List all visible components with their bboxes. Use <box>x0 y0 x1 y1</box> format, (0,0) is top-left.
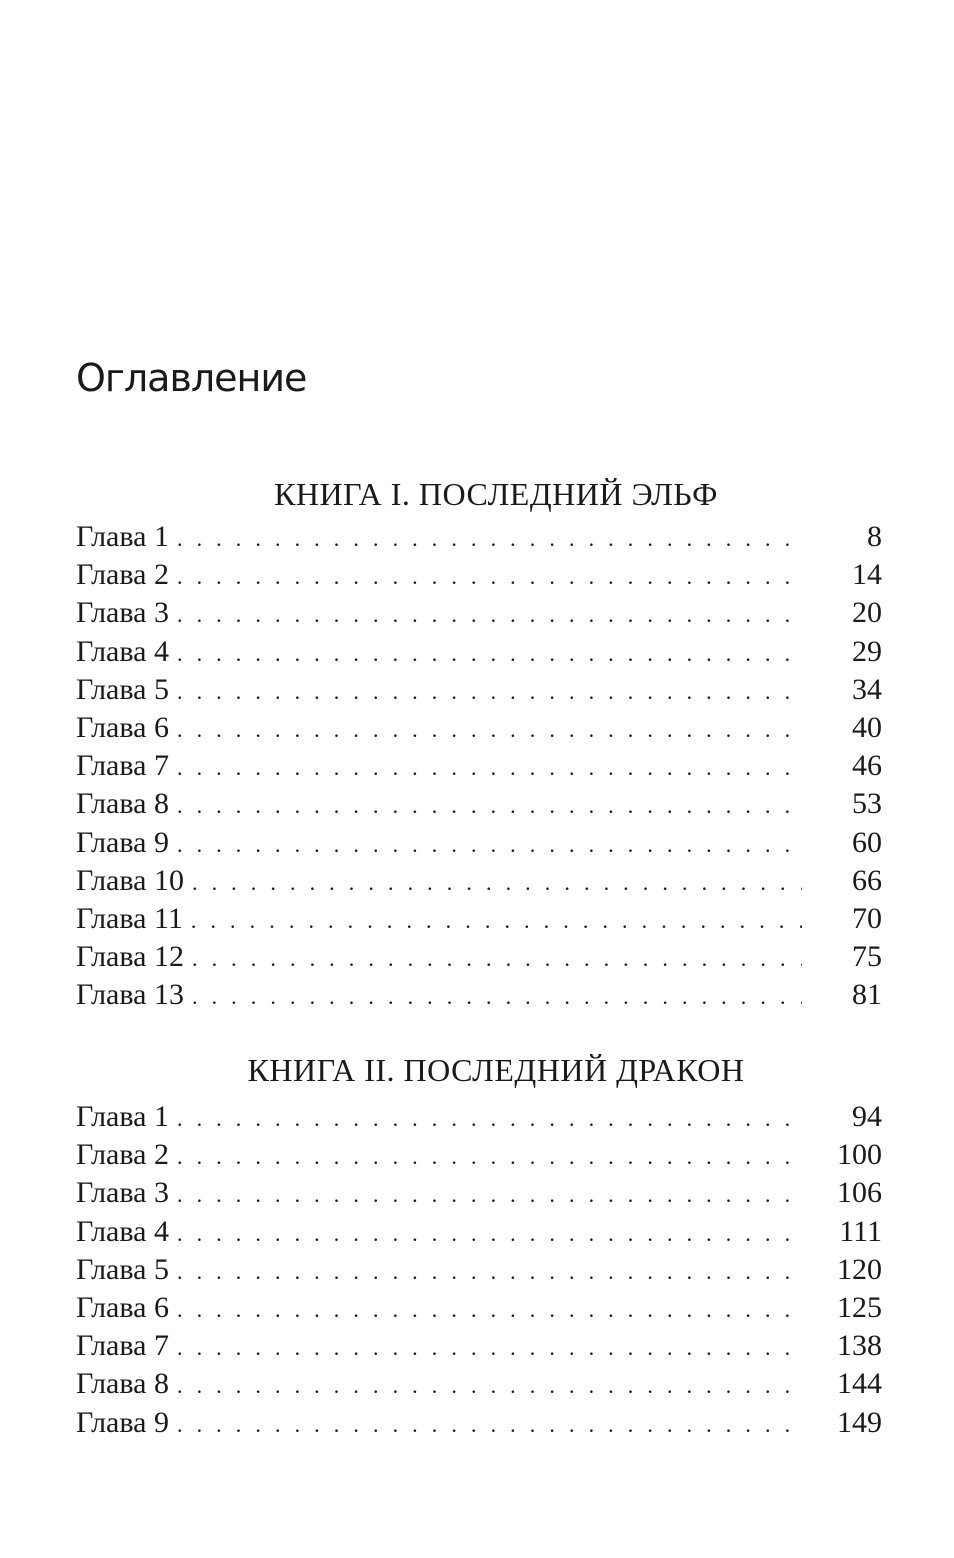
dot-leader <box>177 1176 802 1214</box>
page-number: 81 <box>852 978 882 1012</box>
page-number: 70 <box>852 901 882 935</box>
dot-leader <box>192 940 802 978</box>
dot-leader <box>177 1367 802 1405</box>
page-number: 138 <box>837 1329 882 1363</box>
book-1-chapter-list <box>76 518 882 1014</box>
chapter-label: Глава 5 <box>76 1252 169 1286</box>
dot-leader <box>177 749 802 787</box>
page-title: Оглавление <box>76 356 307 400</box>
page-number: 34 <box>852 672 882 706</box>
toc-entry <box>76 785 882 823</box>
page-number: 20 <box>852 596 882 630</box>
dot-leader <box>192 978 802 1016</box>
dot-leader <box>192 864 802 902</box>
book-1-heading: КНИГА I. ПОСЛЕДНИЙ ЭЛЬФ <box>274 476 718 512</box>
toc-entry <box>76 594 882 632</box>
toc-entry <box>76 1213 882 1251</box>
page-number: 100 <box>837 1138 882 1172</box>
toc-entry <box>76 1404 882 1442</box>
page-number: 149 <box>837 1405 882 1439</box>
dot-leader <box>177 1406 802 1444</box>
page-number: 111 <box>839 1214 882 1248</box>
page-number: 46 <box>852 749 882 783</box>
toc-entry <box>76 1289 882 1327</box>
dot-leader <box>177 635 802 673</box>
toc-entry <box>76 1365 882 1403</box>
chapter-label: Глава 10 <box>76 863 184 897</box>
page-number: 75 <box>852 940 882 974</box>
dot-leader <box>177 1253 802 1291</box>
chapter-label: Глава 1 <box>76 520 169 553</box>
chapter-label: Глава 9 <box>76 825 169 859</box>
dot-leader <box>177 787 802 825</box>
chapter-label: Глава 2 <box>76 1138 169 1172</box>
chapter-label: Глава 4 <box>76 634 169 668</box>
dot-leader <box>191 902 802 940</box>
chapter-label: Глава 2 <box>76 558 169 592</box>
page-number: 66 <box>852 863 882 897</box>
chapter-label: Глава 9 <box>76 1405 169 1439</box>
toc-entry <box>76 633 882 671</box>
toc-entry <box>76 824 882 862</box>
chapter-label: Глава 11 <box>76 901 183 935</box>
page-number: 29 <box>852 634 882 668</box>
dot-leader <box>177 711 802 749</box>
dot-leader <box>177 826 802 864</box>
page-number: 14 <box>852 558 882 592</box>
dot-leader <box>177 1138 802 1176</box>
toc-entry <box>76 862 882 900</box>
toc-entry <box>76 556 882 594</box>
toc-entry <box>76 938 882 976</box>
toc-entry <box>76 1098 882 1136</box>
page-number: 144 <box>837 1367 882 1401</box>
dot-leader <box>177 1215 802 1253</box>
toc-entry <box>76 709 882 747</box>
dot-leader <box>177 596 802 634</box>
page-number: 120 <box>837 1252 882 1286</box>
toc-entry <box>76 1136 882 1174</box>
chapter-label: Глава 3 <box>76 596 169 630</box>
chapter-label: Глава 4 <box>76 1214 169 1248</box>
book-2-chapter-list <box>76 1098 882 1442</box>
toc-entry <box>76 518 882 556</box>
toc-entry <box>76 747 882 785</box>
toc-entry <box>76 1251 882 1289</box>
page-number: 40 <box>852 710 882 744</box>
dot-leader <box>177 1291 802 1329</box>
toc-entry <box>76 976 882 1014</box>
page-number: 94 <box>852 1100 882 1133</box>
toc-entry <box>76 1174 882 1212</box>
chapter-label: Глава 8 <box>76 787 169 821</box>
dot-leader <box>177 520 802 558</box>
dot-leader <box>177 558 802 596</box>
page-number: 8 <box>867 520 882 553</box>
page-number: 60 <box>852 825 882 859</box>
chapter-label: Глава 13 <box>76 978 184 1012</box>
chapter-label: Глава 3 <box>76 1176 169 1210</box>
dot-leader <box>177 673 802 711</box>
dot-leader <box>177 1329 802 1367</box>
toc-entry <box>76 671 882 709</box>
chapter-label: Глава 12 <box>76 940 184 974</box>
page-number: 125 <box>837 1290 882 1324</box>
page-number: 53 <box>852 787 882 821</box>
chapter-label: Глава 7 <box>76 1329 169 1363</box>
toc-entry <box>76 900 882 938</box>
page-number: 106 <box>837 1176 882 1210</box>
dot-leader <box>177 1100 802 1138</box>
chapter-label: Глава 1 <box>76 1100 169 1133</box>
chapter-label: Глава 5 <box>76 672 169 706</box>
chapter-label: Глава 8 <box>76 1367 169 1401</box>
book-2-heading: КНИГА II. ПОСЛЕДНИЙ ДРАКОН <box>247 1052 745 1088</box>
chapter-label: Глава 7 <box>76 749 169 783</box>
chapter-label: Глава 6 <box>76 710 169 744</box>
chapter-label: Глава 6 <box>76 1290 169 1324</box>
toc-entry <box>76 1327 882 1365</box>
